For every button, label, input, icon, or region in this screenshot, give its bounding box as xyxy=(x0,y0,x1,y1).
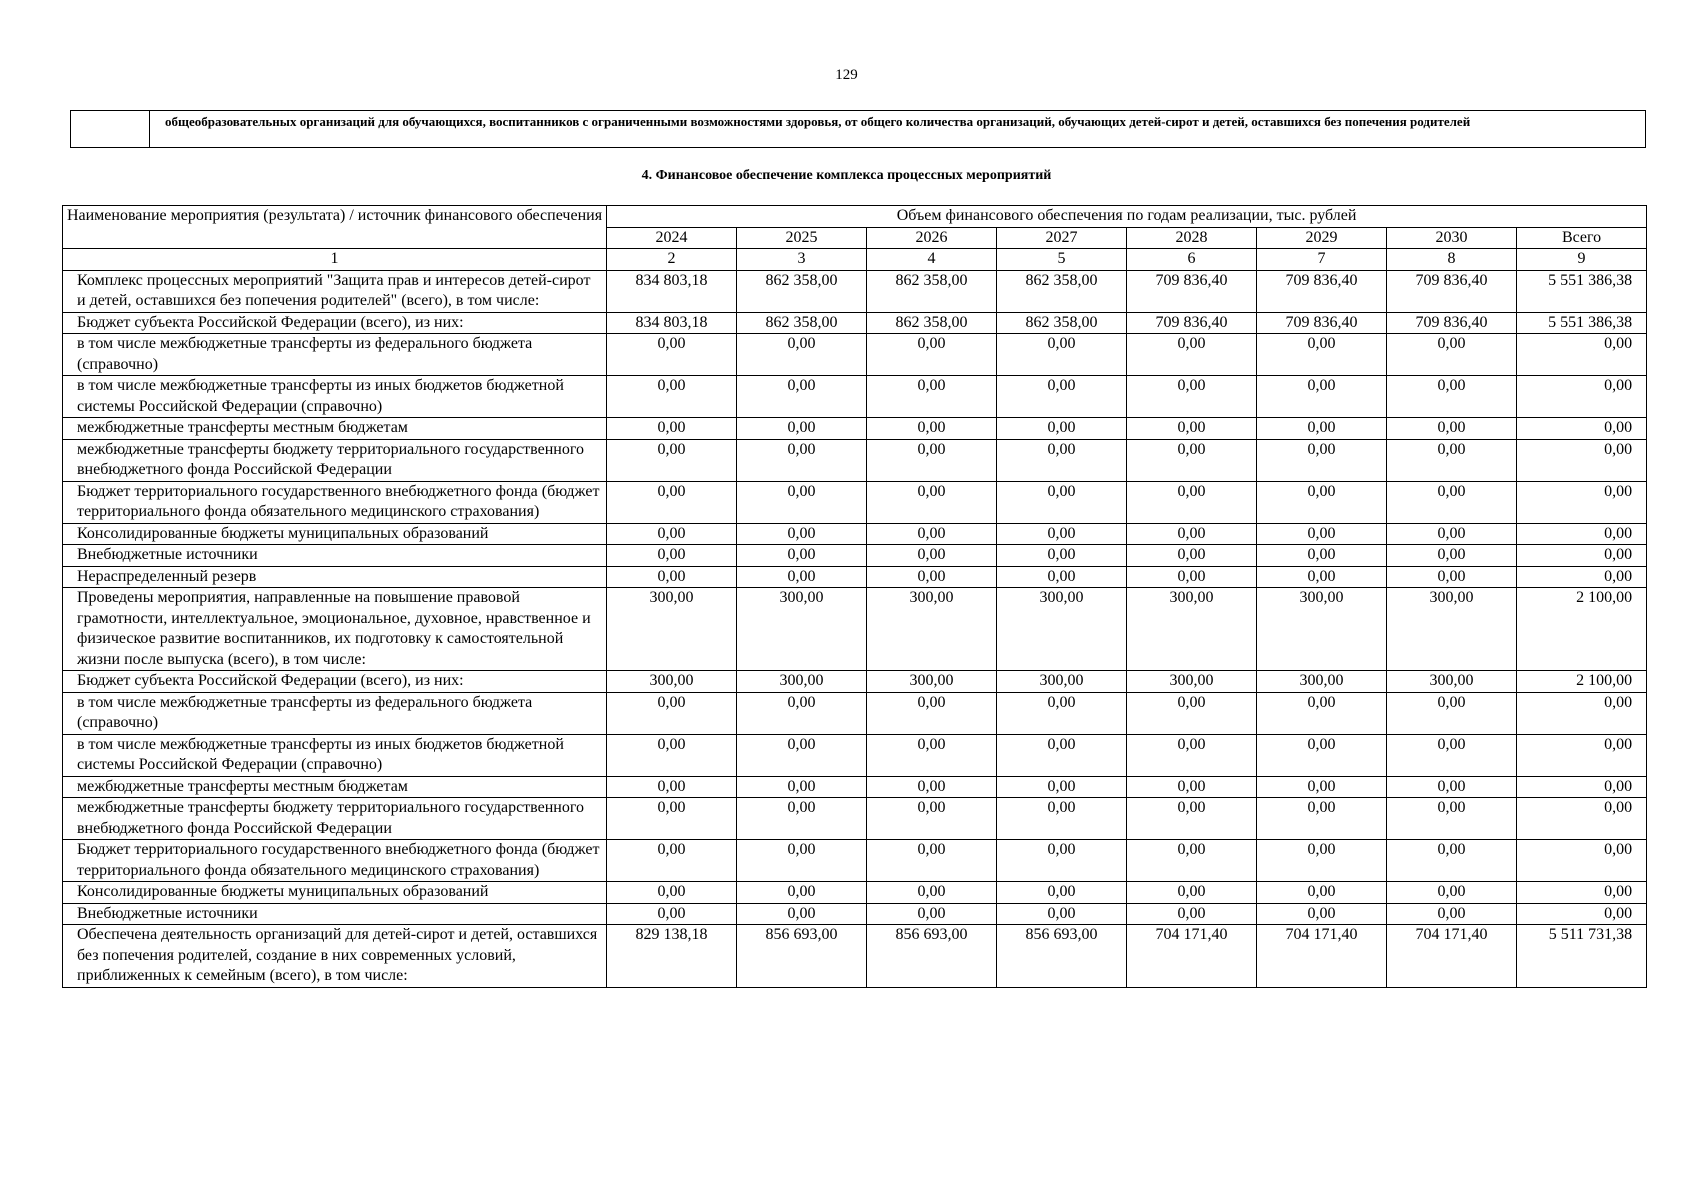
row-year-value: 709 836,40 xyxy=(1127,312,1257,334)
row-name: межбюджетные трансферты бюджету территориального государственного внебюджетного фонда Российской Федерации xyxy=(63,798,607,840)
row-name: Консолидированные бюджеты муниципальных образований xyxy=(63,523,607,545)
table-row xyxy=(63,334,1647,376)
row-year-value: 704 171,40 xyxy=(1257,925,1387,988)
page-number: 129 xyxy=(835,67,858,83)
col-number: 9 xyxy=(1517,249,1647,271)
row-total-value: 0,00 xyxy=(1517,882,1647,904)
row-year-value: 0,00 xyxy=(1257,776,1387,798)
row-year-value: 0,00 xyxy=(1127,903,1257,925)
row-total-value: 0,00 xyxy=(1517,523,1647,545)
row-total-value: 5 551 386,38 xyxy=(1517,312,1647,334)
row-total-value: 5 511 731,38 xyxy=(1517,925,1647,988)
row-name: межбюджетные трансферты местным бюджетам xyxy=(63,418,607,440)
row-year-value: 300,00 xyxy=(867,671,997,693)
row-total-value: 2 100,00 xyxy=(1517,588,1647,671)
row-year-value: 0,00 xyxy=(997,481,1127,523)
header-year: 2029 xyxy=(1257,227,1387,249)
row-year-value: 300,00 xyxy=(737,671,867,693)
table-row xyxy=(63,925,1647,988)
row-year-value: 0,00 xyxy=(1257,481,1387,523)
header-year: 2026 xyxy=(867,227,997,249)
row-year-value: 0,00 xyxy=(1387,692,1517,734)
table-row xyxy=(63,418,1647,440)
row-name: Бюджет территориального государственного внебюджетного фонда (бюджет территориального фонда обязательного медицинского страхования) xyxy=(63,481,607,523)
row-year-value: 0,00 xyxy=(1127,566,1257,588)
row-year-value: 0,00 xyxy=(607,798,737,840)
row-year-value: 0,00 xyxy=(997,776,1127,798)
row-year-value: 862 358,00 xyxy=(997,270,1127,312)
row-year-value: 300,00 xyxy=(1387,671,1517,693)
col-number: 5 xyxy=(997,249,1127,271)
continuation-row xyxy=(70,110,1646,148)
row-name: Бюджет субъекта Российской Федерации (всего), из них: xyxy=(63,671,607,693)
row-year-value: 0,00 xyxy=(1257,734,1387,776)
row-year-value: 862 358,00 xyxy=(737,270,867,312)
row-year-value: 0,00 xyxy=(867,566,997,588)
row-year-value: 0,00 xyxy=(1387,334,1517,376)
col-number: 6 xyxy=(1127,249,1257,271)
row-year-value: 0,00 xyxy=(1257,418,1387,440)
row-name: в том числе межбюджетные трансферты из иных бюджетов бюджетной системы Российской Федерации (справочно) xyxy=(63,734,607,776)
row-year-value: 0,00 xyxy=(1257,798,1387,840)
row-total-value: 0,00 xyxy=(1517,545,1647,567)
row-year-value: 300,00 xyxy=(1257,671,1387,693)
row-year-value: 0,00 xyxy=(607,566,737,588)
row-total-value: 0,00 xyxy=(1517,776,1647,798)
row-year-value: 0,00 xyxy=(607,882,737,904)
table-row xyxy=(63,545,1647,567)
row-year-value: 0,00 xyxy=(997,734,1127,776)
table-row xyxy=(63,376,1647,418)
row-year-value: 0,00 xyxy=(1127,481,1257,523)
row-year-value: 0,00 xyxy=(867,798,997,840)
row-year-value: 0,00 xyxy=(1127,692,1257,734)
header-name: Наименование мероприятия (результата) / источник финансового обеспечения xyxy=(63,206,607,249)
row-year-value: 0,00 xyxy=(1127,776,1257,798)
row-year-value: 0,00 xyxy=(1257,692,1387,734)
row-year-value: 0,00 xyxy=(867,903,997,925)
row-year-value: 709 836,40 xyxy=(1387,312,1517,334)
row-year-value: 0,00 xyxy=(1387,418,1517,440)
table-row xyxy=(63,692,1647,734)
row-year-value: 0,00 xyxy=(1257,439,1387,481)
row-total-value: 0,00 xyxy=(1517,692,1647,734)
financing-table xyxy=(62,205,1647,988)
row-total-value: 0,00 xyxy=(1517,418,1647,440)
row-name: Внебюджетные источники xyxy=(63,545,607,567)
row-year-value: 0,00 xyxy=(1257,566,1387,588)
row-year-value: 300,00 xyxy=(997,671,1127,693)
row-year-value: 0,00 xyxy=(737,840,867,882)
row-year-value: 0,00 xyxy=(1387,840,1517,882)
row-total-value: 0,00 xyxy=(1517,566,1647,588)
row-year-value: 0,00 xyxy=(997,692,1127,734)
row-year-value: 704 171,40 xyxy=(1127,925,1257,988)
table-row xyxy=(63,798,1647,840)
row-year-value: 300,00 xyxy=(607,671,737,693)
row-year-value: 0,00 xyxy=(867,334,997,376)
row-total-value: 0,00 xyxy=(1517,376,1647,418)
row-year-value: 300,00 xyxy=(1257,588,1387,671)
row-year-value: 0,00 xyxy=(1257,376,1387,418)
row-year-value: 300,00 xyxy=(1127,671,1257,693)
row-year-value: 0,00 xyxy=(1387,376,1517,418)
row-year-value: 300,00 xyxy=(867,588,997,671)
row-year-value: 0,00 xyxy=(1387,903,1517,925)
row-year-value: 0,00 xyxy=(867,481,997,523)
row-year-value: 0,00 xyxy=(1127,523,1257,545)
row-year-value: 0,00 xyxy=(1127,418,1257,440)
row-total-value: 5 551 386,38 xyxy=(1517,270,1647,312)
row-name: в том числе межбюджетные трансферты из иных бюджетов бюджетной системы Российской Федерации (справочно) xyxy=(63,376,607,418)
row-name: Комплекс процессных мероприятий "Защита прав и интересов детей-сирот и детей, оставшихся без попечения родителей" (всего), в том числе: xyxy=(63,270,607,312)
row-year-value: 862 358,00 xyxy=(867,312,997,334)
table-row xyxy=(63,523,1647,545)
row-year-value: 0,00 xyxy=(737,334,867,376)
row-year-value: 0,00 xyxy=(997,882,1127,904)
table-row xyxy=(63,734,1647,776)
row-year-value: 0,00 xyxy=(1127,545,1257,567)
row-year-value: 0,00 xyxy=(1257,545,1387,567)
row-year-value: 0,00 xyxy=(997,418,1127,440)
row-year-value: 0,00 xyxy=(867,692,997,734)
row-year-value: 0,00 xyxy=(737,523,867,545)
row-year-value: 0,00 xyxy=(867,545,997,567)
row-year-value: 0,00 xyxy=(867,882,997,904)
row-year-value: 856 693,00 xyxy=(997,925,1127,988)
row-year-value: 0,00 xyxy=(867,776,997,798)
row-year-value: 0,00 xyxy=(1387,545,1517,567)
row-name: Консолидированные бюджеты муниципальных образований xyxy=(63,882,607,904)
row-year-value: 704 171,40 xyxy=(1387,925,1517,988)
table-row xyxy=(63,566,1647,588)
row-year-value: 0,00 xyxy=(1127,882,1257,904)
row-year-value: 0,00 xyxy=(997,376,1127,418)
table-row xyxy=(63,588,1647,671)
row-total-value: 0,00 xyxy=(1517,903,1647,925)
row-name: Обеспечена деятельность организаций для детей-сирот и детей, оставшихся без попечения родителей, создание в них современных условий, приближенных к семейным (всего), в том числе: xyxy=(63,925,607,988)
row-year-value: 0,00 xyxy=(867,376,997,418)
row-year-value: 0,00 xyxy=(1257,903,1387,925)
table-row xyxy=(63,882,1647,904)
table-row xyxy=(63,671,1647,693)
row-total-value: 0,00 xyxy=(1517,334,1647,376)
header-volume: Объем финансового обеспечения по годам реализации, тыс. рублей xyxy=(607,206,1647,228)
row-year-value: 0,00 xyxy=(1127,798,1257,840)
row-year-value: 0,00 xyxy=(607,439,737,481)
row-year-value: 0,00 xyxy=(1127,734,1257,776)
row-year-value: 0,00 xyxy=(867,734,997,776)
row-year-value: 0,00 xyxy=(867,439,997,481)
header-total: Всего xyxy=(1517,227,1647,249)
row-year-value: 0,00 xyxy=(1127,334,1257,376)
row-year-value: 0,00 xyxy=(737,439,867,481)
table-row xyxy=(63,312,1647,334)
row-name: Внебюджетные источники xyxy=(63,903,607,925)
table-row xyxy=(63,270,1647,312)
section-title: 4. Финансовое обеспечение комплекса процессных мероприятий xyxy=(641,168,1052,183)
row-year-value: 300,00 xyxy=(607,588,737,671)
row-year-value: 709 836,40 xyxy=(1387,270,1517,312)
continuation-empty-cell xyxy=(71,111,150,147)
row-year-value: 0,00 xyxy=(607,334,737,376)
row-year-value: 0,00 xyxy=(1387,566,1517,588)
header-year: 2024 xyxy=(607,227,737,249)
row-year-value: 300,00 xyxy=(997,588,1127,671)
table-row xyxy=(63,481,1647,523)
row-total-value: 2 100,00 xyxy=(1517,671,1647,693)
row-year-value: 300,00 xyxy=(737,588,867,671)
row-year-value: 0,00 xyxy=(1387,882,1517,904)
row-year-value: 0,00 xyxy=(997,334,1127,376)
header-row-colnums xyxy=(63,249,1647,271)
header-row-1 xyxy=(63,206,1647,228)
row-year-value: 0,00 xyxy=(1257,840,1387,882)
col-number: 4 xyxy=(867,249,997,271)
row-year-value: 856 693,00 xyxy=(867,925,997,988)
row-year-value: 0,00 xyxy=(737,418,867,440)
row-year-value: 709 836,40 xyxy=(1127,270,1257,312)
row-year-value: 0,00 xyxy=(1127,376,1257,418)
header-year: 2030 xyxy=(1387,227,1517,249)
row-year-value: 834 803,18 xyxy=(607,270,737,312)
row-year-value: 0,00 xyxy=(1387,776,1517,798)
row-year-value: 0,00 xyxy=(737,798,867,840)
row-year-value: 0,00 xyxy=(1127,840,1257,882)
row-year-value: 0,00 xyxy=(997,798,1127,840)
row-year-value: 0,00 xyxy=(737,566,867,588)
row-year-value: 0,00 xyxy=(867,840,997,882)
col-number: 8 xyxy=(1387,249,1517,271)
row-year-value: 0,00 xyxy=(1127,439,1257,481)
row-name: Нераспределенный резерв xyxy=(63,566,607,588)
row-year-value: 0,00 xyxy=(607,376,737,418)
row-year-value: 0,00 xyxy=(737,734,867,776)
row-year-value: 0,00 xyxy=(1387,523,1517,545)
row-year-value: 0,00 xyxy=(737,776,867,798)
row-name: межбюджетные трансферты местным бюджетам xyxy=(63,776,607,798)
row-year-value: 829 138,18 xyxy=(607,925,737,988)
table-row xyxy=(63,903,1647,925)
header-year: 2028 xyxy=(1127,227,1257,249)
row-name: Бюджет субъекта Российской Федерации (всего), из них: xyxy=(63,312,607,334)
row-total-value: 0,00 xyxy=(1517,840,1647,882)
row-year-value: 0,00 xyxy=(997,566,1127,588)
col-number: 1 xyxy=(63,249,607,271)
row-year-value: 862 358,00 xyxy=(737,312,867,334)
row-year-value: 0,00 xyxy=(607,734,737,776)
row-year-value: 0,00 xyxy=(1257,882,1387,904)
row-name: межбюджетные трансферты бюджету территориального государственного внебюджетного фонда Российской Федерации xyxy=(63,439,607,481)
row-year-value: 0,00 xyxy=(737,882,867,904)
row-year-value: 0,00 xyxy=(737,692,867,734)
header-year: 2025 xyxy=(737,227,867,249)
table-row xyxy=(63,776,1647,798)
row-year-value: 0,00 xyxy=(607,523,737,545)
row-year-value: 856 693,00 xyxy=(737,925,867,988)
row-year-value: 0,00 xyxy=(997,840,1127,882)
row-year-value: 0,00 xyxy=(607,545,737,567)
row-total-value: 0,00 xyxy=(1517,734,1647,776)
row-year-value: 862 358,00 xyxy=(997,312,1127,334)
row-name: в том числе межбюджетные трансферты из федерального бюджета (справочно) xyxy=(63,692,607,734)
row-name: Бюджет территориального государственного внебюджетного фонда (бюджет территориального фонда обязательного медицинского страхования) xyxy=(63,840,607,882)
row-year-value: 300,00 xyxy=(1387,588,1517,671)
row-total-value: 0,00 xyxy=(1517,439,1647,481)
row-total-value: 0,00 xyxy=(1517,481,1647,523)
table-row xyxy=(63,840,1647,882)
row-year-value: 0,00 xyxy=(997,545,1127,567)
row-year-value: 0,00 xyxy=(1387,798,1517,840)
row-year-value: 709 836,40 xyxy=(1257,270,1387,312)
row-name: Проведены мероприятия, направленные на повышение правовой грамотности, интеллектуальное, эмоциональное, духовное, нравственное и физическое развитие воспитанников, их подготовку к самостоятельной жизни после выпуска (всего), в том числе: xyxy=(63,588,607,671)
row-year-value: 0,00 xyxy=(1387,481,1517,523)
row-year-value: 0,00 xyxy=(607,840,737,882)
row-year-value: 0,00 xyxy=(607,903,737,925)
row-year-value: 0,00 xyxy=(997,903,1127,925)
row-year-value: 0,00 xyxy=(607,776,737,798)
continuation-text: общеобразовательных организаций для обучающихся, воспитанников с ограниченными возможностями здоровья, от общего количества организаций, обучающих детей-сирот и детей, оставшихся без попечения родителей xyxy=(165,114,1471,129)
row-year-value: 834 803,18 xyxy=(607,312,737,334)
row-year-value: 0,00 xyxy=(737,376,867,418)
row-year-value: 0,00 xyxy=(607,692,737,734)
row-year-value: 0,00 xyxy=(737,481,867,523)
row-year-value: 0,00 xyxy=(997,439,1127,481)
row-year-value: 0,00 xyxy=(607,418,737,440)
table-row xyxy=(63,439,1647,481)
row-year-value: 862 358,00 xyxy=(867,270,997,312)
header-year: 2027 xyxy=(997,227,1127,249)
row-year-value: 0,00 xyxy=(867,418,997,440)
row-year-value: 0,00 xyxy=(737,903,867,925)
row-year-value: 0,00 xyxy=(1387,734,1517,776)
col-number: 2 xyxy=(607,249,737,271)
col-number: 7 xyxy=(1257,249,1387,271)
row-year-value: 0,00 xyxy=(997,523,1127,545)
row-year-value: 0,00 xyxy=(1257,523,1387,545)
row-year-value: 0,00 xyxy=(1387,439,1517,481)
row-year-value: 0,00 xyxy=(607,481,737,523)
row-year-value: 0,00 xyxy=(867,523,997,545)
row-total-value: 0,00 xyxy=(1517,798,1647,840)
row-year-value: 0,00 xyxy=(1257,334,1387,376)
row-year-value: 300,00 xyxy=(1127,588,1257,671)
row-year-value: 0,00 xyxy=(737,545,867,567)
col-number: 3 xyxy=(737,249,867,271)
row-name: в том числе межбюджетные трансферты из федерального бюджета (справочно) xyxy=(63,334,607,376)
row-year-value: 709 836,40 xyxy=(1257,312,1387,334)
